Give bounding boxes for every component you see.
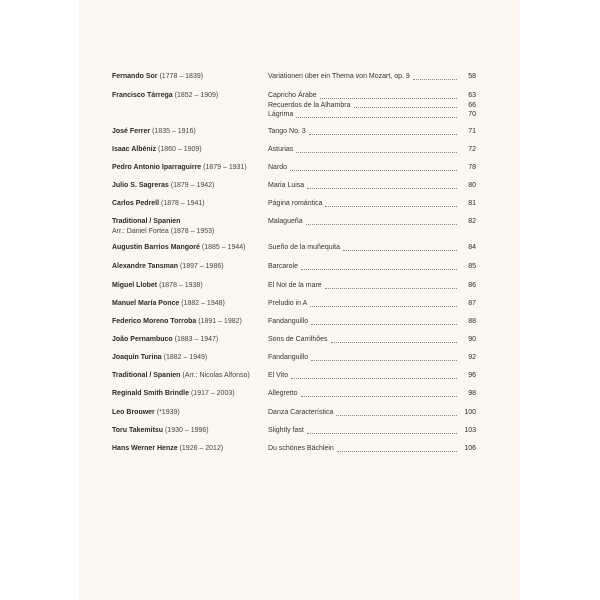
piece-row[interactable]	[268, 353, 476, 363]
composer-years: (1852 – 1909)	[174, 92, 219, 99]
piece-title: Sons de Carrilhões	[268, 336, 328, 343]
composer-info	[112, 72, 262, 82]
piece-row[interactable]	[268, 281, 476, 291]
dot-leader	[307, 187, 457, 189]
piece-row[interactable]	[268, 127, 476, 137]
page-number: 63	[468, 92, 476, 99]
composer-info	[112, 371, 262, 381]
composer-info	[112, 444, 262, 454]
piece-row[interactable]	[268, 335, 476, 345]
book-page	[79, 0, 520, 600]
composer-years: (1897 – 1986)	[179, 263, 224, 270]
composer-years: (Arr.: Nicolas Alfonso)	[182, 372, 250, 379]
composer-years: (1879 – 1931)	[203, 164, 247, 171]
page-number: 80	[468, 182, 476, 189]
piece-row[interactable]	[268, 72, 476, 82]
composer-years: (1926 – 2012)	[179, 445, 224, 452]
piece-title: Sueño de la muñequita	[268, 244, 340, 251]
piece-title: Recuerdos de la Alhambra	[268, 101, 351, 109]
piece-title: Du schönes Bächlein	[268, 445, 334, 452]
composer-years: (1882 – 1948)	[181, 300, 225, 307]
piece-row[interactable]	[268, 217, 476, 227]
composer-name: Hans Werner Henze	[112, 445, 178, 452]
piece-list	[268, 243, 476, 253]
dot-leader	[301, 268, 457, 270]
page-number: 78	[468, 164, 476, 171]
composer-years: (1878 – 1941)	[161, 200, 205, 207]
composer-name: Augustin Barrios Mangoré	[112, 244, 200, 251]
composer-name: Carlos Pedrell	[112, 200, 160, 207]
composer-years: (1778 – 1839)	[159, 73, 204, 80]
piece-row[interactable]	[268, 408, 476, 418]
dot-leader	[309, 133, 457, 135]
composer-name: Manuel María Ponce	[112, 300, 180, 307]
piece-row[interactable]	[268, 91, 476, 101]
piece-title: Fandanguillo	[268, 354, 309, 361]
piece-row[interactable]	[268, 426, 476, 436]
composer-name: Fernando Sor	[112, 73, 158, 80]
piece-list	[268, 72, 476, 82]
piece-list	[268, 181, 476, 191]
composer-name: José Ferrer	[112, 128, 151, 135]
page-number: 86	[468, 282, 476, 289]
page-number: 82	[468, 218, 476, 225]
piece-row[interactable]	[268, 243, 476, 253]
composer-info	[112, 408, 262, 418]
composer-years: (1882 – 1949)	[163, 354, 208, 361]
composer-info	[112, 389, 262, 399]
composer-name: Federico Moreno Torroba	[112, 318, 197, 325]
page-number: 70	[468, 111, 476, 118]
dot-leader	[311, 323, 457, 325]
page-number: 106	[464, 445, 476, 452]
page-number: 72	[468, 146, 476, 153]
piece-row[interactable]	[268, 317, 476, 327]
page-number: 85	[468, 263, 476, 270]
composer-info	[112, 145, 262, 155]
piece-title: Lágrima	[268, 111, 294, 118]
piece-title: Maria Luisa	[268, 182, 305, 189]
piece-title: El Vito	[268, 372, 289, 379]
composer-info	[112, 317, 262, 327]
composer-name: Francisco Tárrega	[112, 92, 173, 99]
dot-leader	[331, 341, 457, 343]
composer-info	[112, 181, 262, 191]
piece-list	[268, 371, 476, 381]
piece-title: Preludio in A	[268, 300, 308, 307]
composer-years: (1879 – 1942)	[170, 182, 215, 189]
composer-info	[112, 262, 262, 272]
composer-info	[112, 299, 262, 309]
piece-list	[268, 444, 476, 454]
piece-list	[268, 299, 476, 309]
composer-years: (1891 – 1982)	[198, 318, 242, 325]
page-number: 84	[468, 244, 476, 251]
piece-list	[268, 199, 476, 209]
page-number: 98	[468, 390, 476, 397]
piece-list	[268, 408, 476, 418]
piece-list	[268, 426, 476, 436]
piece-title: Barcarole	[268, 263, 298, 270]
composer-name: Joaquín Turina	[112, 354, 162, 361]
composer-info	[112, 199, 262, 209]
composer-info	[112, 335, 262, 345]
page-number: 88	[468, 318, 476, 325]
composer-info	[112, 243, 262, 253]
piece-list	[268, 335, 476, 345]
page-number: 81	[468, 200, 476, 207]
arranger-note: Arr.: Daniel Fortea (1878 – 1953)	[112, 227, 215, 235]
composer-name: Toru Takemitsu	[112, 427, 164, 434]
page-number: 71	[468, 128, 476, 135]
page-number: 92	[468, 354, 476, 361]
piece-list	[268, 389, 476, 399]
piece-row[interactable]	[268, 145, 476, 155]
composer-info	[112, 426, 262, 436]
page-number: 87	[468, 300, 476, 307]
piece-list	[268, 262, 476, 272]
dot-leader	[291, 377, 457, 379]
page-number: 58	[468, 73, 476, 80]
dot-leader	[325, 205, 457, 207]
page-number: 100	[464, 409, 476, 416]
piece-list	[268, 163, 476, 173]
composer-years: (1835 – 1916)	[152, 128, 196, 135]
piece-list	[268, 317, 476, 327]
piece-list	[268, 91, 476, 120]
dot-leader	[320, 97, 457, 99]
piece-title: Capricho Árabe	[268, 92, 317, 99]
piece-list	[268, 217, 476, 227]
composer-info	[112, 91, 262, 101]
composer-info	[112, 127, 262, 137]
piece-row[interactable]	[268, 181, 476, 191]
page-number: 90	[468, 336, 476, 343]
piece-row[interactable]	[268, 163, 476, 173]
composer-name: Reginald Smith Brindle	[112, 390, 190, 397]
composer-info	[112, 353, 262, 363]
piece-list	[268, 281, 476, 291]
composer-name: Traditional / Spanien	[112, 218, 181, 225]
dot-leader	[310, 305, 457, 307]
piece-title: Asturias	[268, 146, 294, 153]
piece-row[interactable]	[268, 299, 476, 309]
composer-name: Isaac Albéniz	[112, 146, 157, 153]
composer-years: (1883 – 1947)	[174, 336, 219, 343]
composer-info	[112, 163, 262, 173]
dot-leader	[311, 359, 457, 361]
composer-info	[112, 281, 262, 291]
composer-name: Alexandre Tansman	[112, 263, 179, 270]
piece-row[interactable]	[268, 110, 476, 120]
piece-row[interactable]	[268, 101, 476, 111]
page-number: 96	[468, 372, 476, 379]
piece-title: Página romántica	[268, 200, 323, 207]
dot-leader	[290, 169, 457, 171]
composer-name: Pedro Antonio Iparraguirre	[112, 164, 202, 171]
composer-years: (1878 – 1938)	[159, 282, 203, 289]
piece-title: Allegretto	[268, 390, 298, 397]
composer-info	[112, 217, 262, 236]
composer-years: (1917 – 2003)	[190, 390, 235, 397]
piece-row[interactable]	[268, 444, 476, 454]
composer-name: João Pernambuco	[112, 336, 173, 343]
piece-title: Malagueña	[268, 218, 303, 225]
composer-name: Traditional / Spanien	[112, 372, 181, 379]
piece-title: Nardo	[268, 164, 288, 171]
dot-leader	[325, 287, 457, 289]
piece-list	[268, 353, 476, 363]
piece-title: Danza Característica	[268, 409, 334, 416]
composer-years: (1885 – 1944)	[201, 244, 246, 251]
composer-name: Miguel Llobet	[112, 282, 158, 289]
piece-title: Slightly fast	[268, 427, 304, 434]
piece-title: Tango No. 3	[268, 128, 306, 135]
dot-leader	[296, 151, 457, 153]
dot-leader	[354, 106, 458, 108]
composer-name: Leo Brouwer	[112, 409, 155, 416]
composer-years: (1930 – 1996)	[165, 427, 209, 434]
piece-title: Variationen über ein Thema von Mozart, op. 9	[268, 73, 410, 80]
page-number: 103	[464, 427, 476, 434]
dot-leader	[343, 249, 457, 251]
dot-leader	[306, 223, 457, 225]
composer-years: (1860 – 1909)	[158, 146, 202, 153]
piece-row[interactable]	[268, 199, 476, 209]
dot-leader	[296, 116, 457, 118]
composer-name: Julio S. Sagreras	[112, 182, 169, 189]
dot-leader	[413, 78, 457, 80]
piece-row[interactable]	[268, 389, 476, 399]
dot-leader	[301, 395, 457, 397]
piece-title: El Noi de la mare	[268, 282, 322, 289]
dot-leader	[336, 414, 457, 416]
dot-leader	[307, 432, 457, 434]
dot-leader	[337, 450, 457, 452]
composer-years: (*1939)	[156, 409, 180, 416]
piece-row[interactable]	[268, 371, 476, 381]
piece-row[interactable]	[268, 262, 476, 272]
table-of-contents	[79, 0, 520, 600]
page-number: 66	[468, 101, 476, 109]
piece-list	[268, 127, 476, 137]
piece-title: Fandanguillo	[268, 318, 309, 325]
piece-list	[268, 145, 476, 155]
